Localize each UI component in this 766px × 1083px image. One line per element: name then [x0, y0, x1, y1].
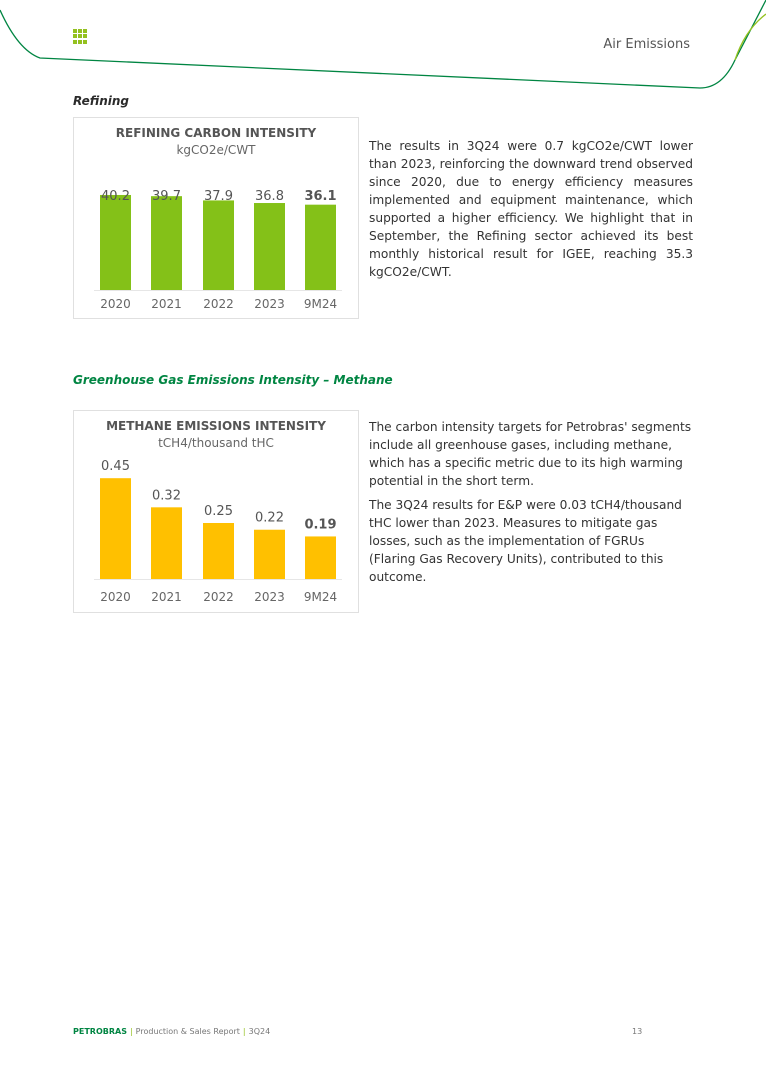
footer-brand: PETROBRAS	[73, 1027, 127, 1036]
category-label: 2021	[151, 297, 182, 311]
footer-report: Production & Sales Report	[135, 1027, 240, 1036]
bar-value-label: 36.1	[304, 189, 337, 204]
refining-chart	[73, 117, 359, 319]
grid-logo-icon	[73, 29, 88, 44]
bar-2021	[151, 507, 182, 579]
bar-value-label: 37.9	[204, 189, 233, 204]
methane-text	[369, 418, 693, 592]
paragraph: The results in 3Q24 were 0.7 kgCO2e/CWT lower than 2023, reinforcing the downward trend observed since 2020, due to energy efficiency measures implemented and equipment maintenance, which supported a higher efficiency. We highlight that in September, the Refining sector achieved its best monthly historical result for IGEE, reaching 35.3 kgCO2e/CWT.	[369, 139, 693, 279]
bar-value-label: 0.22	[255, 510, 284, 526]
category-label: 9M24	[303, 590, 338, 604]
footer: PETROBRAS | Production & Sales Report | 3Q24	[73, 1027, 271, 1036]
paragraph: The 3Q24 results for E&P were 0.03 tCH4/thousand tHC lower than 2023. Measures to mitigate gas losses, such as the implementation of FGRUs (Flaring Gas Recovery Units), contributed to this outcome.	[369, 498, 682, 584]
bar-value-label: 40.2	[101, 189, 130, 204]
chart-unit-label: tCH4/thousand tHC	[158, 436, 274, 450]
bar-value-label: 0.45	[101, 459, 130, 475]
bar-2022	[203, 200, 234, 290]
refining-text	[369, 137, 693, 287]
page-section-title: Air Emissions	[603, 37, 690, 52]
footer-period: 3Q24	[248, 1027, 271, 1036]
header-accent-line	[735, 14, 766, 60]
bar-2023	[254, 203, 285, 290]
bar-2022	[203, 523, 234, 579]
methane-heading: Greenhouse Gas Emissions Intensity – Methane	[73, 373, 393, 387]
category-label: 9M24	[303, 297, 338, 311]
refining-heading: Refining	[73, 94, 130, 108]
page-number: 13	[632, 1027, 643, 1036]
category-label: 2020	[100, 590, 131, 604]
bar-2020	[100, 195, 131, 290]
category-label: 2020	[100, 297, 131, 311]
chart-unit-label: kgCO2e/CWT	[176, 143, 256, 157]
category-label: 2023	[254, 590, 285, 604]
bar-value-label: 0.19	[304, 517, 337, 533]
bar-2021	[151, 196, 182, 290]
bar-value-label: 0.32	[152, 488, 181, 504]
paragraph: The carbon intensity targets for Petrobras' segments include all greenhouse gases, including methane, which has a specific metric due to its high warming potential in the short term.	[369, 420, 692, 488]
chart-title: REFINING CARBON INTENSITY	[115, 126, 317, 140]
bar-2023	[254, 530, 285, 579]
bar-value-label: 36.8	[255, 189, 284, 204]
chart-title: METHANE EMISSIONS INTENSITY	[106, 419, 326, 433]
refining-chart-svg	[74, 118, 358, 318]
methane-chart-svg	[74, 411, 358, 612]
bar-2020	[100, 478, 131, 579]
category-label: 2022	[203, 297, 234, 311]
bar-9m24	[305, 205, 336, 290]
category-label: 2023	[254, 297, 285, 311]
methane-chart	[73, 410, 359, 613]
bar-value-label: 0.25	[204, 504, 233, 519]
category-label: 2021	[151, 590, 182, 604]
bar-value-label: 39.7	[152, 189, 181, 204]
bar-9m24	[305, 536, 336, 579]
category-label: 2022	[203, 590, 234, 604]
